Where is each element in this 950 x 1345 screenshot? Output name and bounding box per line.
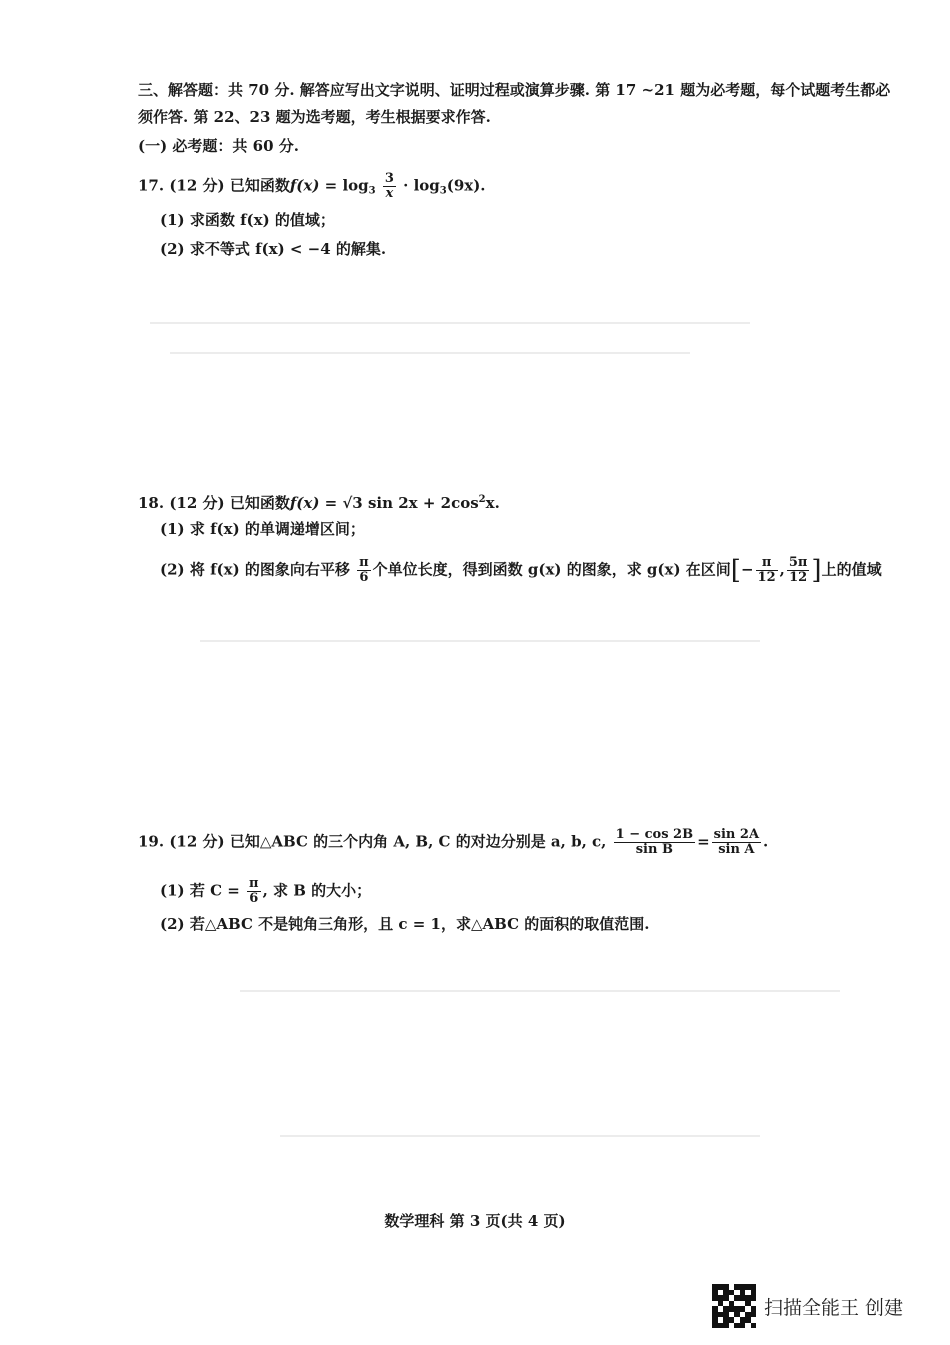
- q18-left-bound: $\frac{\pi}{12}$: [757, 555, 776, 585]
- q18-part2: (2) 将 f(x) 的图象向右平移 $\frac{\pi}{6}$ 个单位长度，得到函数 g(x) 的图象，求 g(x) 在区间[− $\frac{\pi}{12}$ , $\frac{5\pi}{12}$ ]上的值域: [160, 555, 882, 586]
- scan-noise: [200, 640, 760, 642]
- q17-part2: (2) 求不等式 f(x) < −4 的解集.: [160, 240, 387, 258]
- q18-shift-fraction: $\frac{\pi}{6}$: [359, 555, 369, 585]
- q18-stem: 18. (12 分) 已知函数f(x) = √3 $\sin 2x + 2\cos^2x$.: [138, 494, 500, 512]
- q19-c-fraction: $\frac{\pi}{6}$: [249, 876, 259, 906]
- q19-lhs-fraction: $\frac{1 - \cos 2B}{\text{sin B}}$: [615, 827, 694, 857]
- q17-stem: 17. (12 分) 已知函数$f(x) = \log_3$ $\frac{3}{x}$ · $\log_3(9x)$.: [138, 171, 486, 201]
- q19-part1: (1) 若 C = $\frac{\pi}{6}$ , 求 B 的大小；: [160, 876, 372, 906]
- section-header-line2: 须作答. 第 22、23 题为选考题，考生根据要求作答.: [138, 108, 491, 126]
- qr-code-icon: [712, 1284, 756, 1328]
- scanner-watermark: [712, 1284, 903, 1328]
- q19-rhs-fraction: $\frac{\sin 2A}{\text{sin A}}$: [713, 827, 760, 857]
- required-heading: (一) 必考题：共 60 分.: [138, 137, 299, 155]
- q19-stem: 19. (12 分) 已知△ABC 的三个内角 A, B, C 的对边分别是 a, b, c, $\frac{1 - \cos 2B}{\text{sin B}}$ = $\frac{\sin 2A}{\text{sin A}}$ .: [138, 827, 769, 857]
- watermark-text: 扫描全能王 创建: [764, 1296, 904, 1319]
- scan-noise: [240, 990, 840, 992]
- q18-right-bound: $\frac{5\pi}{12}$: [788, 555, 808, 585]
- q19-part2: (2) 若△ABC 不是钝角三角形，且 c = 1，求△ABC 的面积的取值范围.: [160, 915, 650, 933]
- scan-noise: [170, 352, 690, 354]
- q18-part1: (1) 求 f(x) 的单调递增区间；: [160, 520, 365, 538]
- scan-noise: [280, 1135, 760, 1137]
- section-header-line1: 三、解答题：共 70 分. 解答应写出文字说明、证明过程或演算步骤. 第 17 ~21 题为必考题，每个试题考生都必: [138, 81, 891, 99]
- page-footer: 数学理科 第 3 页(共 4 页): [384, 1212, 566, 1230]
- q17-fraction: $\frac{3}{x}$: [384, 171, 394, 201]
- scan-noise: [150, 322, 750, 324]
- q17-part1: (1) 求函数 f(x) 的值域；: [160, 211, 335, 229]
